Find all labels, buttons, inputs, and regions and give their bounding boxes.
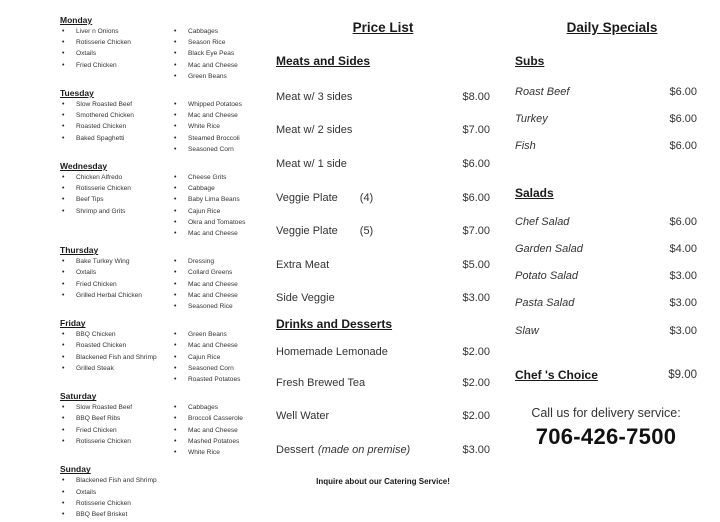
side-item: • Mac and Cheese xyxy=(172,228,265,239)
special-price: $6.00 xyxy=(669,112,697,125)
side-item: • Black Eye Peas xyxy=(172,48,265,59)
item-price: $3.00 xyxy=(462,292,490,305)
phone-number[interactable]: 706-426-7500 xyxy=(535,424,677,450)
entree-list xyxy=(60,99,172,155)
entree-item: • Liver n Onions xyxy=(60,26,172,37)
item-name: Meat w/ 2 sides xyxy=(276,124,353,137)
special-name: Slaw xyxy=(515,324,539,337)
item-name: Meat w/ 1 side xyxy=(276,157,347,170)
entree-item: • Smothered Chicken xyxy=(60,110,172,121)
day-menu-wednesday xyxy=(60,161,265,239)
entree-item: • Beef Tips xyxy=(60,194,172,205)
sides-list xyxy=(172,475,265,520)
price-row xyxy=(276,80,490,114)
meats-sides-heading: Meats and Sides xyxy=(276,54,371,68)
entree-item: • Grilled Steak xyxy=(60,363,172,374)
side-item: • Mac and Cheese xyxy=(172,110,265,121)
day-items xyxy=(60,329,265,385)
side-item: • Seasoned Corn xyxy=(172,144,265,155)
subs-list xyxy=(515,78,697,160)
side-item: • Green Beans xyxy=(172,329,265,340)
side-item: • Baby Lima Beans xyxy=(172,194,265,205)
item-name-wrap xyxy=(276,410,329,422)
item-name-wrap xyxy=(276,346,388,358)
special-row xyxy=(515,133,697,160)
entree-list xyxy=(60,475,172,520)
side-item: • Steamed Broccoli xyxy=(172,133,265,144)
entree-item: • Bake Turkey Wing xyxy=(60,256,172,267)
special-price: $6.00 xyxy=(669,215,697,228)
day-name: Friday xyxy=(60,318,86,329)
side-item: • Whipped Potatoes xyxy=(172,99,265,110)
special-price: $4.00 xyxy=(669,242,697,255)
special-name: Fish xyxy=(515,140,536,153)
side-item: • Mac and Cheese xyxy=(172,340,265,351)
day-items xyxy=(60,172,265,239)
item-name: Fresh Brewed Tea xyxy=(276,376,366,389)
entree-item: • BBQ Chicken xyxy=(60,329,172,340)
drinks-desserts-list xyxy=(276,337,490,465)
item-name-wrap xyxy=(276,259,329,271)
entree-item: • Roasted Chicken xyxy=(60,121,172,132)
special-name: Garden Salad xyxy=(515,242,583,255)
item-price: $7.00 xyxy=(462,124,490,137)
special-row xyxy=(515,262,697,289)
side-item: • White Rice xyxy=(172,447,265,458)
daily-menu-column xyxy=(60,15,265,522)
sides-list xyxy=(172,26,265,82)
side-item: • Mashed Potatoes xyxy=(172,436,265,447)
price-row xyxy=(276,114,490,148)
item-name: Dessert xyxy=(276,443,314,456)
entree-item: • Shrimp and Grits xyxy=(60,206,172,217)
drinks-desserts-heading: Drinks and Desserts xyxy=(276,317,393,332)
delivery-call-text: Call us for delivery service: xyxy=(531,406,681,421)
side-item: • Mac and Cheese xyxy=(172,60,265,71)
entree-item: • Grilled Herbal Chicken xyxy=(60,290,172,301)
item-price: $6.00 xyxy=(462,157,490,170)
special-row xyxy=(515,235,697,262)
day-menu-tuesday xyxy=(60,88,265,155)
entree-item: • Oxtails xyxy=(60,48,172,59)
day-menu-thursday xyxy=(60,245,265,312)
side-item: • Collard Greens xyxy=(172,267,265,278)
entree-item: • Rotisserie Chicken xyxy=(60,37,172,48)
item-name-wrap xyxy=(276,444,410,456)
item-name: Extra Meat xyxy=(276,258,330,271)
entree-item: • Blackened Fish and Shrimp xyxy=(60,352,172,363)
entree-item: • Fried Chicken xyxy=(60,425,172,436)
special-row xyxy=(515,317,697,344)
item-name: Homemade Lemonade xyxy=(276,346,388,359)
special-price: $3.00 xyxy=(669,324,697,337)
day-menu-monday xyxy=(60,15,265,82)
entree-list xyxy=(60,256,172,312)
chefs-choice-row xyxy=(515,368,697,382)
subs-heading: Subs xyxy=(515,54,545,68)
salads-list xyxy=(515,208,697,344)
sides-list xyxy=(172,402,265,458)
side-item: • Mac and Cheese xyxy=(172,425,265,436)
side-item: • Dressing xyxy=(172,256,265,267)
side-item: • White Rice xyxy=(172,121,265,132)
side-item: • Cabbage xyxy=(172,183,265,194)
daily-specials-title: Daily Specials xyxy=(566,20,658,35)
day-menu-saturday xyxy=(60,391,265,458)
side-item: • Cabbages xyxy=(172,26,265,37)
side-item: • Cheese Grits xyxy=(172,172,265,183)
day-name: Monday xyxy=(60,15,93,25)
entree-item: • Fried Chicken xyxy=(60,60,172,71)
item-name: Meat w/ 3 sides xyxy=(276,90,353,103)
day-items xyxy=(60,256,265,312)
item-note: (made on premise) xyxy=(317,443,411,456)
item-name-wrap xyxy=(276,158,347,170)
day-menu-sunday xyxy=(60,464,265,520)
sides-list xyxy=(172,99,265,155)
item-count: (5) xyxy=(359,225,374,238)
price-row xyxy=(276,337,490,367)
special-row xyxy=(515,105,697,132)
item-name: Side Veggie xyxy=(276,292,335,305)
entree-item: • Baked Spaghetti xyxy=(60,133,172,144)
day-menu-friday xyxy=(60,318,265,385)
item-price: $6.00 xyxy=(462,191,490,204)
special-price: $3.00 xyxy=(669,270,697,283)
entree-item: • Chicken Alfredo xyxy=(60,172,172,183)
special-price: $6.00 xyxy=(669,85,697,98)
salads-heading: Salads xyxy=(515,185,554,200)
entree-list xyxy=(60,329,172,385)
entree-item: • Roasted Chicken xyxy=(60,340,172,351)
side-item: • Season Rice xyxy=(172,37,265,48)
item-price: $5.00 xyxy=(462,258,490,271)
sides-list xyxy=(172,172,265,239)
price-row xyxy=(276,181,490,215)
day-items xyxy=(60,26,265,82)
day-name: Saturday xyxy=(60,391,97,402)
price-row xyxy=(276,435,490,465)
special-price: $6.00 xyxy=(669,140,697,153)
day-items xyxy=(60,402,265,458)
item-name-wrap xyxy=(276,225,373,237)
special-name: Chef Salad xyxy=(515,215,570,228)
daily-specials-column xyxy=(515,20,697,450)
item-price: $8.00 xyxy=(462,90,490,103)
entree-item: • BBQ Beef Brisket xyxy=(60,509,172,520)
catering-note: Inquire about our Catering Service! xyxy=(316,477,450,487)
item-name-wrap xyxy=(276,192,373,204)
entree-item: • Blackened Fish and Shrimp xyxy=(60,475,172,486)
special-row xyxy=(515,78,697,105)
price-list-title: Price List xyxy=(352,20,414,35)
day-name: Wednesday xyxy=(60,161,108,172)
item-price: $2.00 xyxy=(462,376,490,389)
item-price: $2.00 xyxy=(462,346,490,359)
item-price: $2.00 xyxy=(462,410,490,423)
item-price: $7.00 xyxy=(462,225,490,238)
side-item: • Broccoli Casserole xyxy=(172,413,265,424)
meats-sides-list xyxy=(276,80,490,315)
side-item: • Cajun Rice xyxy=(172,206,265,217)
item-price: $3.00 xyxy=(462,443,490,456)
entree-item: • Rotisserie Chicken xyxy=(60,183,172,194)
day-items xyxy=(60,99,265,155)
entree-item: • Rotisserie Chicken xyxy=(60,436,172,447)
entree-item: • Rotisserie Chicken xyxy=(60,498,172,509)
day-items xyxy=(60,475,265,520)
entree-list xyxy=(60,26,172,82)
special-row xyxy=(515,208,697,235)
item-name-wrap xyxy=(276,292,335,304)
price-row xyxy=(276,248,490,282)
entree-item: • Oxtails xyxy=(60,267,172,278)
item-name-wrap xyxy=(276,124,352,136)
chefs-choice-label: Chef 's Choice xyxy=(515,368,598,383)
side-item: • Okra and Tomatoes xyxy=(172,217,265,228)
price-row xyxy=(276,147,490,181)
price-row xyxy=(276,282,490,316)
item-count: (4) xyxy=(359,191,374,204)
entree-item: • Fried Chicken xyxy=(60,279,172,290)
entree-item: • Slow Roasted Beef xyxy=(60,402,172,413)
special-row xyxy=(515,290,697,317)
side-item: • Green Beans xyxy=(172,71,265,82)
item-name: Veggie Plate xyxy=(276,191,338,204)
item-name-wrap xyxy=(276,91,352,103)
entree-list xyxy=(60,402,172,458)
side-item: • Seasoned Corn xyxy=(172,363,265,374)
price-row xyxy=(276,214,490,248)
price-row xyxy=(276,398,490,435)
side-item: • Cajun Rice xyxy=(172,352,265,363)
item-name-wrap xyxy=(276,377,365,389)
sides-list xyxy=(172,256,265,312)
special-name: Pasta Salad xyxy=(515,297,575,310)
entree-item: • Oxtails xyxy=(60,487,172,498)
item-name: Well Water xyxy=(276,410,330,423)
entree-item: • BBQ Beef Ribs xyxy=(60,413,172,424)
side-item: • Cabbages xyxy=(172,402,265,413)
price-row xyxy=(276,367,490,397)
day-name: Thursday xyxy=(60,245,99,256)
side-item: • Roasted Potatoes xyxy=(172,374,265,385)
price-list-column xyxy=(276,20,490,486)
side-item: • Mac and Cheese xyxy=(172,279,265,290)
special-name: Turkey xyxy=(515,112,548,125)
special-name: Roast Beef xyxy=(515,85,570,98)
special-price: $3.00 xyxy=(669,297,697,310)
chefs-choice-price: $9.00 xyxy=(668,369,697,382)
item-name: Veggie Plate xyxy=(276,225,338,238)
entree-item: • Slow Roasted Beef xyxy=(60,99,172,110)
side-item: • Mac and Cheese xyxy=(172,290,265,301)
side-item: • Seasoned Rice xyxy=(172,301,265,312)
entree-list xyxy=(60,172,172,239)
day-name: Tuesday xyxy=(60,88,94,99)
sides-list xyxy=(172,329,265,385)
day-name: Sunday xyxy=(60,464,91,475)
special-name: Potato Salad xyxy=(515,270,578,283)
